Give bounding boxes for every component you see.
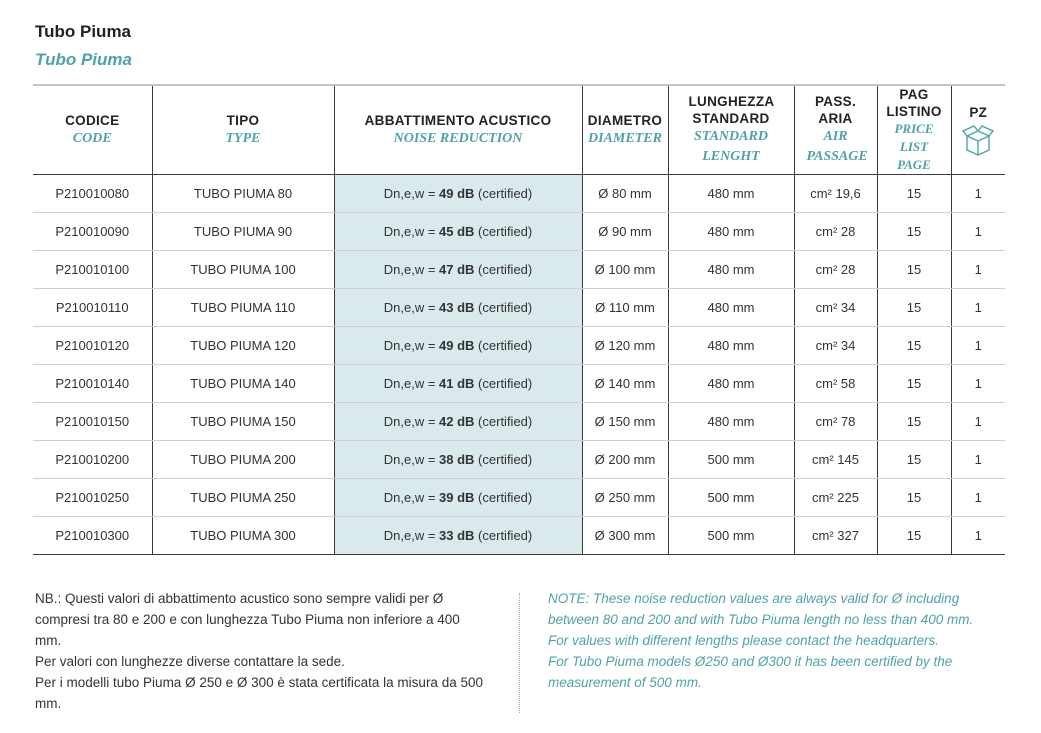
noise-prefix: Dn,e,w =: [383, 528, 440, 543]
table-row: [33, 479, 1005, 517]
note-paragraph: NB.: Questi valori di abbattimento acustico sono sempre validi per Ø compresi tra 80 e 200 e con lunghezza Tubo Piuma non inferiore a 400 mm.: [35, 591, 460, 648]
cell-pag: 15: [877, 289, 951, 327]
table-row: [33, 327, 1005, 365]
noise-value: 47 dB: [439, 262, 475, 277]
note-paragraph: For values with different lengths please contact the headquarters.: [548, 633, 939, 648]
cell-lunghezza: 480 mm: [668, 327, 794, 365]
noise-suffix: (certified): [474, 528, 533, 543]
cell-tipo: TUBO PIUMA 150: [152, 403, 334, 441]
noise-prefix: Dn,e,w =: [383, 376, 440, 391]
column-header-label: CODICE: [65, 112, 120, 128]
box-icon: [962, 125, 994, 157]
cell-pass: cm² 78: [794, 403, 877, 441]
cell-pz: 1: [951, 441, 1005, 479]
column-header-label: TIPO: [226, 112, 260, 128]
cell-lunghezza: 480 mm: [668, 365, 794, 403]
noise-suffix: (certified): [474, 452, 533, 467]
cell-pag: 15: [877, 479, 951, 517]
noise-prefix: Dn,e,w =: [383, 224, 440, 239]
cell-tipo: TUBO PIUMA 110: [152, 289, 334, 327]
column-header-pag: [877, 85, 951, 175]
cell-noise: [334, 441, 582, 479]
cell-noise: [334, 365, 582, 403]
column-header-noise: [334, 85, 582, 175]
page-title: Tubo Piuma: [35, 22, 132, 41]
cell-pag: 15: [877, 327, 951, 365]
cell-noise: [334, 517, 582, 555]
cell-pass: cm² 225: [794, 479, 877, 517]
cell-codice: P210010110: [33, 289, 152, 327]
noise-prefix: Dn,e,w =: [383, 490, 440, 505]
column-header-label-english: NOISE REDUCTION: [393, 130, 523, 146]
cell-pz: 1: [951, 517, 1005, 555]
column-header-label: PASS. ARIA: [814, 94, 856, 126]
cell-noise: [334, 327, 582, 365]
note-paragraph: Per valori con lunghezze diverse contattare la sede.: [35, 654, 345, 669]
column-header-label-english: PRICE LIST PAGE: [894, 121, 934, 172]
cell-diametro: Ø 90 mm: [582, 213, 668, 251]
cell-lunghezza: 480 mm: [668, 251, 794, 289]
note-paragraph: NOTE: These noise reduction values are always valid for Ø including between 80 and 200 and with Tubo Piuma length no less than 400 mm.: [548, 591, 974, 627]
cell-diametro: Ø 140 mm: [582, 365, 668, 403]
noise-suffix: (certified): [474, 262, 533, 277]
cell-noise: [334, 175, 582, 213]
cell-pass: cm² 34: [794, 327, 877, 365]
cell-tipo: TUBO PIUMA 200: [152, 441, 334, 479]
cell-codice: P210010100: [33, 251, 152, 289]
cell-pz: 1: [951, 213, 1005, 251]
notes-italian: [35, 588, 485, 714]
noise-value: 39 dB: [439, 490, 475, 505]
noise-suffix: (certified): [474, 338, 533, 353]
cell-codice: P210010300: [33, 517, 152, 555]
cell-pass: cm² 28: [794, 251, 877, 289]
noise-value: 49 dB: [439, 338, 475, 353]
cell-pag: 15: [877, 403, 951, 441]
cell-tipo: TUBO PIUMA 80: [152, 175, 334, 213]
cell-diametro: Ø 100 mm: [582, 251, 668, 289]
cell-pag: 15: [877, 175, 951, 213]
cell-pag: 15: [877, 365, 951, 403]
cell-diametro: Ø 300 mm: [582, 517, 668, 555]
cell-lunghezza: 500 mm: [668, 441, 794, 479]
cell-pz: 1: [951, 327, 1005, 365]
cell-pag: 15: [877, 213, 951, 251]
noise-suffix: (certified): [474, 490, 533, 505]
noise-suffix: (certified): [474, 414, 533, 429]
cell-codice: P210010150: [33, 403, 152, 441]
cell-codice: P210010120: [33, 327, 152, 365]
column-header-label: LUNGHEZZA STANDARD: [688, 94, 775, 126]
cell-diametro: Ø 250 mm: [582, 479, 668, 517]
cell-noise: [334, 289, 582, 327]
column-header-codice: [33, 85, 152, 175]
cell-pz: 1: [951, 251, 1005, 289]
noise-value: 43 dB: [439, 300, 475, 315]
notes-english: [548, 588, 1003, 693]
column-header-label: PAG LISTINO: [886, 87, 942, 119]
cell-codice: P210010140: [33, 365, 152, 403]
column-header-label: PZ: [969, 104, 988, 120]
column-header-lunghezza: [668, 85, 794, 175]
noise-prefix: Dn,e,w =: [383, 338, 440, 353]
cell-pz: 1: [951, 403, 1005, 441]
noise-suffix: (certified): [474, 376, 533, 391]
column-header-label-english: TYPE: [225, 130, 261, 146]
noise-value: 41 dB: [439, 376, 475, 391]
cell-lunghezza: 480 mm: [668, 213, 794, 251]
table-row: [33, 251, 1005, 289]
noise-prefix: Dn,e,w =: [383, 186, 440, 201]
cell-tipo: TUBO PIUMA 100: [152, 251, 334, 289]
cell-noise: [334, 403, 582, 441]
cell-pass: cm² 58: [794, 365, 877, 403]
table-row: [33, 175, 1005, 213]
column-header-label: ABBATTIMENTO ACUSTICO: [364, 112, 552, 128]
table-row: [33, 441, 1005, 479]
cell-pz: 1: [951, 289, 1005, 327]
note-paragraph: Per i modelli tubo Piuma Ø 250 e Ø 300 è stata certificata la misura da 500 mm.: [35, 675, 483, 711]
table-row: [33, 403, 1005, 441]
column-header-diametro: [582, 85, 668, 175]
column-header-label-english: CODE: [72, 130, 112, 146]
cell-pag: 15: [877, 517, 951, 555]
noise-suffix: (certified): [474, 224, 533, 239]
cell-pag: 15: [877, 251, 951, 289]
cell-lunghezza: 480 mm: [668, 403, 794, 441]
cell-tipo: TUBO PIUMA 300: [152, 517, 334, 555]
cell-pass: cm² 327: [794, 517, 877, 555]
cell-codice: P210010080: [33, 175, 152, 213]
column-header-label-english: AIR PASSAGE: [806, 129, 868, 164]
cell-noise: [334, 251, 582, 289]
column-header-tipo: [152, 85, 334, 175]
cell-pass: cm² 19,6: [794, 175, 877, 213]
notes-divider: [519, 593, 520, 713]
note-paragraph: For Tubo Piuma models Ø250 and Ø300 it has been certified by the measurement of 500 mm.: [548, 654, 953, 690]
noise-value: 42 dB: [439, 414, 475, 429]
cell-diametro: Ø 200 mm: [582, 441, 668, 479]
table-header-row: [33, 85, 1005, 175]
noise-value: 38 dB: [439, 452, 475, 467]
cell-pass: cm² 28: [794, 213, 877, 251]
cell-tipo: TUBO PIUMA 250: [152, 479, 334, 517]
cell-tipo: TUBO PIUMA 120: [152, 327, 334, 365]
cell-diametro: Ø 110 mm: [582, 289, 668, 327]
table-row: [33, 365, 1005, 403]
noise-prefix: Dn,e,w =: [383, 452, 440, 467]
cell-lunghezza: 500 mm: [668, 517, 794, 555]
noise-value: 33 dB: [439, 528, 475, 543]
table-row: [33, 517, 1005, 555]
cell-pag: 15: [877, 441, 951, 479]
column-header-label-english: STANDARD LENGHT: [694, 129, 768, 164]
noise-prefix: Dn,e,w =: [383, 414, 440, 429]
column-header-label: DIAMETRO: [587, 112, 663, 128]
cell-codice: P210010200: [33, 441, 152, 479]
noise-suffix: (certified): [474, 186, 533, 201]
cell-noise: [334, 479, 582, 517]
cell-tipo: TUBO PIUMA 140: [152, 365, 334, 403]
noise-value: 49 dB: [439, 186, 475, 201]
cell-pz: 1: [951, 175, 1005, 213]
cell-tipo: TUBO PIUMA 90: [152, 213, 334, 251]
cell-pass: cm² 34: [794, 289, 877, 327]
cell-pz: 1: [951, 365, 1005, 403]
cell-codice: P210010250: [33, 479, 152, 517]
noise-suffix: (certified): [474, 300, 533, 315]
cell-codice: P210010090: [33, 213, 152, 251]
cell-noise: [334, 213, 582, 251]
table-row: [33, 289, 1005, 327]
product-table: [33, 84, 1005, 555]
cell-lunghezza: 480 mm: [668, 175, 794, 213]
column-header-label-english: DIAMETER: [588, 130, 662, 146]
cell-lunghezza: 480 mm: [668, 289, 794, 327]
noise-prefix: Dn,e,w =: [383, 300, 440, 315]
cell-pass: cm² 145: [794, 441, 877, 479]
cell-diametro: Ø 150 mm: [582, 403, 668, 441]
cell-pz: 1: [951, 479, 1005, 517]
table-row: [33, 213, 1005, 251]
column-header-pass: [794, 85, 877, 175]
noise-value: 45 dB: [439, 224, 475, 239]
cell-diametro: Ø 120 mm: [582, 327, 668, 365]
cell-lunghezza: 500 mm: [668, 479, 794, 517]
column-header-pz: [951, 85, 1005, 175]
page-title-english: Tubo Piuma: [35, 50, 132, 69]
noise-prefix: Dn,e,w =: [383, 262, 440, 277]
cell-diametro: Ø 80 mm: [582, 175, 668, 213]
